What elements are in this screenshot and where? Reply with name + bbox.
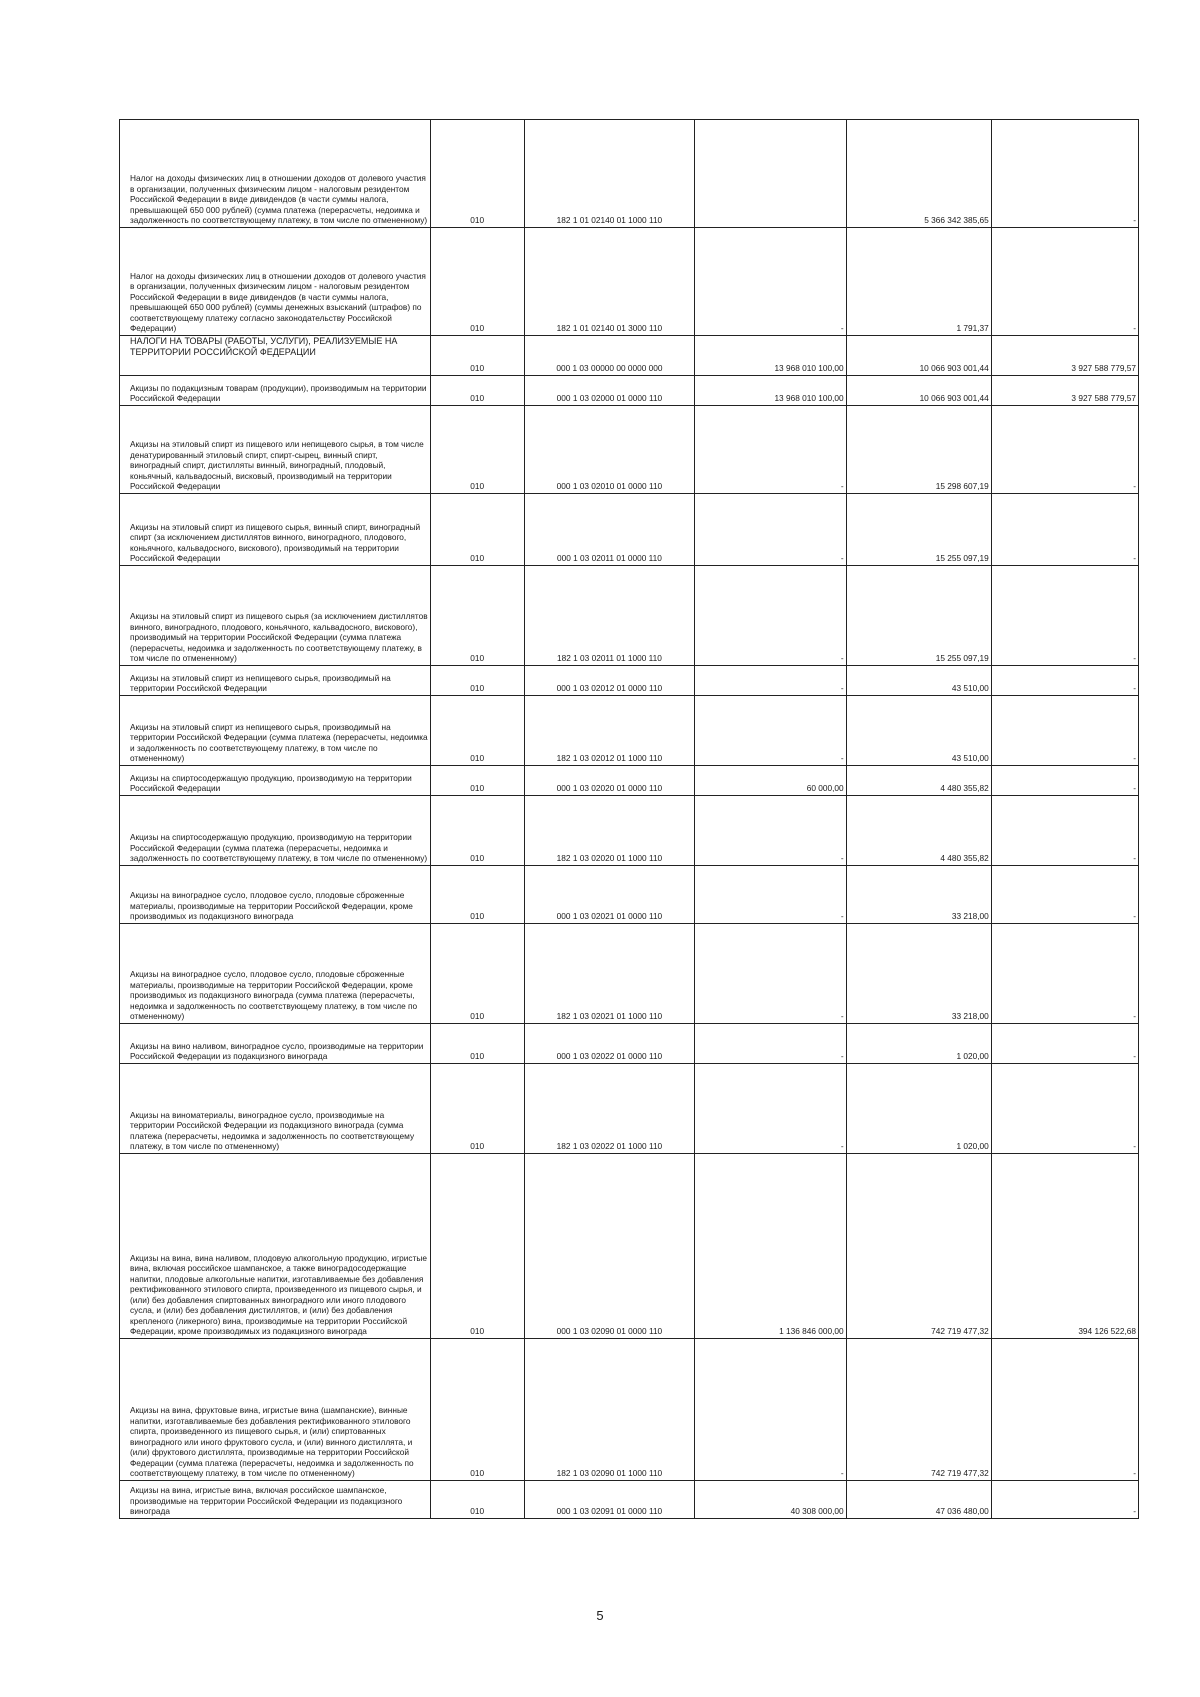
row-budget-code-cell: 000 1 03 02022 01 0000 110 (524, 1024, 695, 1064)
row-approved-amount-cell: - (695, 1024, 846, 1064)
row-line-code-cell: 010 (430, 796, 524, 866)
row-unexecuted-amount-cell: - (991, 406, 1138, 494)
row-approved-amount-cell: - (695, 566, 846, 666)
revenue-table (119, 119, 1139, 1519)
row-executed-amount-cell: 43 510,00 (846, 666, 991, 696)
table-row (120, 228, 1139, 336)
row-executed-amount-cell: 47 036 480,00 (846, 1481, 991, 1519)
row-approved-amount-cell: 13 968 010 100,00 (695, 336, 846, 376)
row-executed-amount-cell: 15 255 097,19 (846, 566, 991, 666)
row-unexecuted-amount-cell: 394 126 522,68 (991, 1154, 1138, 1339)
row-name-cell: Акцизы на этиловый спирт из пищевого или непищевого сырья, в том числе денатурированный этиловый спирт, спирт-сырец, винный спирт, виноградный спирт, дистилляты винный, виноградный, плодовый, коньячный, кальвадосный, висковый, производимый на территории Российской Федерации (120, 406, 431, 494)
row-unexecuted-amount-cell: - (991, 1481, 1138, 1519)
row-budget-code-cell: 000 1 03 02000 01 0000 110 (524, 376, 695, 406)
row-name-cell: Акцизы на этиловый спирт из непищевого сырья, производимый на территории Российской Федерации (сумма платежа (перерасчеты, недоимка и задолженность по соответствующему платежу, в том числе по отмененному) (120, 696, 431, 766)
table-row (120, 406, 1139, 494)
row-approved-amount-cell: - (695, 696, 846, 766)
row-line-code-cell: 010 (430, 494, 524, 566)
row-budget-code-cell: 000 1 03 02020 01 0000 110 (524, 766, 695, 796)
row-name-cell: Акцизы по подакцизным товарам (продукции), производимым на территории Российской Федерации (120, 376, 431, 406)
row-budget-code-cell: 000 1 03 00000 00 0000 000 (524, 336, 695, 376)
table-body (120, 120, 1139, 1519)
row-name-cell: Акцизы на этиловый спирт из пищевого сырья, винный спирт, виноградный спирт (за исключением дистиллятов винного, виноградного, плодового, коньячного, кальвадосного, вискового), производимый на территории Российской Федерации (120, 494, 431, 566)
row-name-cell: Акцизы на виноградное сусло, плодовое сусло, плодовые сброженные материалы, производимые на территории Российской Федерации, кроме производимых из подакцизного винограда (сумма платежа (перерасчеты, недоимка и задолженность по соответствующему платежу, в том числе по отмененному) (120, 924, 431, 1024)
row-unexecuted-amount-cell: - (991, 1024, 1138, 1064)
row-unexecuted-amount-cell: - (991, 866, 1138, 924)
table-row (120, 796, 1139, 866)
row-approved-amount-cell: - (695, 494, 846, 566)
row-approved-amount-cell: - (695, 666, 846, 696)
row-line-code-cell: 010 (430, 1064, 524, 1154)
table-row (120, 666, 1139, 696)
table-row (120, 1024, 1139, 1064)
row-line-code-cell: 010 (430, 696, 524, 766)
row-unexecuted-amount-cell: - (991, 796, 1138, 866)
row-unexecuted-amount-cell: - (991, 696, 1138, 766)
row-approved-amount-cell: - (695, 406, 846, 494)
row-line-code-cell: 010 (430, 924, 524, 1024)
row-budget-code-cell: 000 1 03 02012 01 0000 110 (524, 666, 695, 696)
row-line-code-cell: 010 (430, 1024, 524, 1064)
row-executed-amount-cell: 1 020,00 (846, 1024, 991, 1064)
row-unexecuted-amount-cell: - (991, 228, 1138, 336)
row-name-cell: Акцизы на виноградное сусло, плодовое сусло, плодовые сброженные материалы, производимые на территории Российской Федерации, кроме производимых из подакцизного винограда (120, 866, 431, 924)
row-approved-amount-cell: - (695, 228, 846, 336)
row-budget-code-cell: 182 1 03 02011 01 1000 110 (524, 566, 695, 666)
row-line-code-cell: 010 (430, 1481, 524, 1519)
row-executed-amount-cell: 43 510,00 (846, 696, 991, 766)
row-unexecuted-amount-cell: - (991, 666, 1138, 696)
row-name-cell: Акцизы на спиртосодержащую продукцию, производимую на территории Российской Федерации (120, 766, 431, 796)
row-budget-code-cell: 000 1 03 02090 01 0000 110 (524, 1154, 695, 1339)
row-line-code-cell: 010 (430, 1339, 524, 1481)
row-name-cell: Акцизы на вина, вина наливом, плодовую алкогольную продукцию, игристые вина, включая российское шампанское, а также виноградосодержащие напитки, плодовые алкогольные напитки, изготавливаемые без добавления ректификованного этилового спирта, произведенного из пищевого сырья, и (или) без добавления спиртованных виноградного или иного плодового сусла, и (или) без добавления дистиллятов, и (или) без добавления крепленого (ликерного) вина, производимые на территории Российской Федерации, кроме производимых из подакцизного винограда (120, 1154, 431, 1339)
table-row (120, 766, 1139, 796)
table-row (120, 924, 1139, 1024)
row-name-cell: Налог на доходы физических лиц в отношении доходов от долевого участия в организации, полученных физическим лицом - налоговым резидентом Российской Федерации в виде дивидендов (в части суммы налога, превышающей 650 000 рублей) (суммы денежных взысканий (штрафов) по соответствующему платежу согласно законодательству Российской Федерации) (120, 228, 431, 336)
row-name-cell: Акцизы на виноматериалы, виноградное сусло, производимые на территории Российской Федерации из подакцизного винограда (сумма платежа (перерасчеты, недоимка и задолженность по соответствующему платежу, в том числе по отмененному) (120, 1064, 431, 1154)
row-budget-code-cell: 182 1 03 02012 01 1000 110 (524, 696, 695, 766)
row-unexecuted-amount-cell: - (991, 1064, 1138, 1154)
row-line-code-cell: 010 (430, 336, 524, 376)
row-executed-amount-cell: 4 480 355,82 (846, 796, 991, 866)
row-executed-amount-cell: 10 066 903 001,44 (846, 336, 991, 376)
table-row (120, 1481, 1139, 1519)
row-budget-code-cell: 000 1 03 02091 01 0000 110 (524, 1481, 695, 1519)
row-budget-code-cell: 182 1 03 02090 01 1000 110 (524, 1339, 695, 1481)
row-line-code-cell: 010 (430, 666, 524, 696)
row-budget-code-cell: 000 1 03 02010 01 0000 110 (524, 406, 695, 494)
row-line-code-cell: 010 (430, 766, 524, 796)
row-approved-amount-cell: 60 000,00 (695, 766, 846, 796)
page-number: 5 (596, 1608, 604, 1623)
table-row (120, 120, 1139, 228)
row-unexecuted-amount-cell: - (991, 120, 1138, 228)
table-row (120, 566, 1139, 666)
row-unexecuted-amount-cell: - (991, 1339, 1138, 1481)
row-unexecuted-amount-cell: 3 927 588 779,57 (991, 376, 1138, 406)
row-name-cell: НАЛОГИ НА ТОВАРЫ (РАБОТЫ, УСЛУГИ), РЕАЛИЗУЕМЫЕ НА ТЕРРИТОРИИ РОССИЙСКОЙ ФЕДЕРАЦИИ (120, 336, 431, 376)
row-approved-amount-cell: - (695, 1064, 846, 1154)
row-unexecuted-amount-cell: - (991, 566, 1138, 666)
row-approved-amount-cell: 1 136 846 000,00 (695, 1154, 846, 1339)
row-executed-amount-cell: 33 218,00 (846, 924, 991, 1024)
row-line-code-cell: 010 (430, 376, 524, 406)
row-executed-amount-cell: 742 719 477,32 (846, 1154, 991, 1339)
row-name-cell: Налог на доходы физических лиц в отношении доходов от долевого участия в организации, полученных физическим лицом - налоговым резидентом Российской Федерации в виде дивидендов (в части суммы налога, превышающей 650 000 рублей) (сумма платежа (перерасчеты, недоимка и задолженность по соответствующему платежу, в том числе по отмененному) (120, 120, 431, 228)
row-executed-amount-cell: 15 298 607,19 (846, 406, 991, 494)
row-name-cell: Акцизы на вино наливом, виноградное сусло, производимые на территории Российской Федерации из подакцизного винограда (120, 1024, 431, 1064)
row-name-cell: Акцизы на спиртосодержащую продукцию, производимую на территории Российской Федерации (сумма платежа (перерасчеты, недоимка и задолженность по соответствующему платежу, в том числе по отмененному) (120, 796, 431, 866)
row-unexecuted-amount-cell: - (991, 924, 1138, 1024)
row-approved-amount-cell: 13 968 010 100,00 (695, 376, 846, 406)
row-executed-amount-cell: 15 255 097,19 (846, 494, 991, 566)
row-budget-code-cell: 182 1 03 02020 01 1000 110 (524, 796, 695, 866)
table-row (120, 376, 1139, 406)
table-row (120, 1154, 1139, 1339)
row-approved-amount-cell: - (695, 796, 846, 866)
row-line-code-cell: 010 (430, 120, 524, 228)
row-executed-amount-cell: 1 791,37 (846, 228, 991, 336)
row-name-cell: Акцизы на этиловый спирт из непищевого сырья, производимый на территории Российской Федерации (120, 666, 431, 696)
row-budget-code-cell: 000 1 03 02021 01 0000 110 (524, 866, 695, 924)
row-approved-amount-cell: - (695, 924, 846, 1024)
row-executed-amount-cell: 742 719 477,32 (846, 1339, 991, 1481)
table-row (120, 1064, 1139, 1154)
row-executed-amount-cell: 10 066 903 001,44 (846, 376, 991, 406)
row-approved-amount-cell: 40 308 000,00 (695, 1481, 846, 1519)
row-budget-code-cell: 000 1 03 02011 01 0000 110 (524, 494, 695, 566)
row-line-code-cell: 010 (430, 406, 524, 494)
row-executed-amount-cell: 33 218,00 (846, 866, 991, 924)
row-executed-amount-cell: 4 480 355,82 (846, 766, 991, 796)
row-unexecuted-amount-cell: - (991, 494, 1138, 566)
row-name-cell: Акцизы на этиловый спирт из пищевого сырья (за исключением дистиллятов винного, виноградного, плодового, коньячного, кальвадосного, вискового), производимый на территории Российской Федерации (сумма платежа (перерасчеты, недоимка и задолженность по соответствующему платежу, в том числе по отмененному) (120, 566, 431, 666)
row-executed-amount-cell: 1 020,00 (846, 1064, 991, 1154)
row-budget-code-cell: 182 1 01 02140 01 1000 110 (524, 120, 695, 228)
table-row (120, 1339, 1139, 1481)
row-budget-code-cell: 182 1 01 02140 01 3000 110 (524, 228, 695, 336)
row-line-code-cell: 010 (430, 1154, 524, 1339)
table-row (120, 336, 1139, 376)
row-unexecuted-amount-cell: 3 927 588 779,57 (991, 336, 1138, 376)
row-budget-code-cell: 182 1 03 02022 01 1000 110 (524, 1064, 695, 1154)
row-unexecuted-amount-cell: - (991, 766, 1138, 796)
row-approved-amount-cell (695, 120, 846, 228)
row-budget-code-cell: 182 1 03 02021 01 1000 110 (524, 924, 695, 1024)
row-executed-amount-cell: 5 366 342 385,65 (846, 120, 991, 228)
row-approved-amount-cell: - (695, 1339, 846, 1481)
row-approved-amount-cell: - (695, 866, 846, 924)
table-row (120, 866, 1139, 924)
row-name-cell: Акцизы на вина, игристые вина, включая российское шампанское, производимые на территории Российской Федерации из подакцизного винограда (120, 1481, 431, 1519)
row-name-cell: Акцизы на вина, фруктовые вина, игристые вина (шампанские), винные напитки, изготавливаемые без добавления ректификованного этилового спирта, произведенного из пищевого сырья, и (или) спиртованных виноградного или иного фруктового сусла, и (или) винного дистиллята, и (или) фруктового дистиллята, производимые на территории Российской Федерации (сумма платежа (перерасчеты, недоимка и задолженность по соответствующему платежу, в том числе по отмененному) (120, 1339, 431, 1481)
row-line-code-cell: 010 (430, 228, 524, 336)
row-line-code-cell: 010 (430, 566, 524, 666)
row-line-code-cell: 010 (430, 866, 524, 924)
table-row (120, 494, 1139, 566)
table-row (120, 696, 1139, 766)
